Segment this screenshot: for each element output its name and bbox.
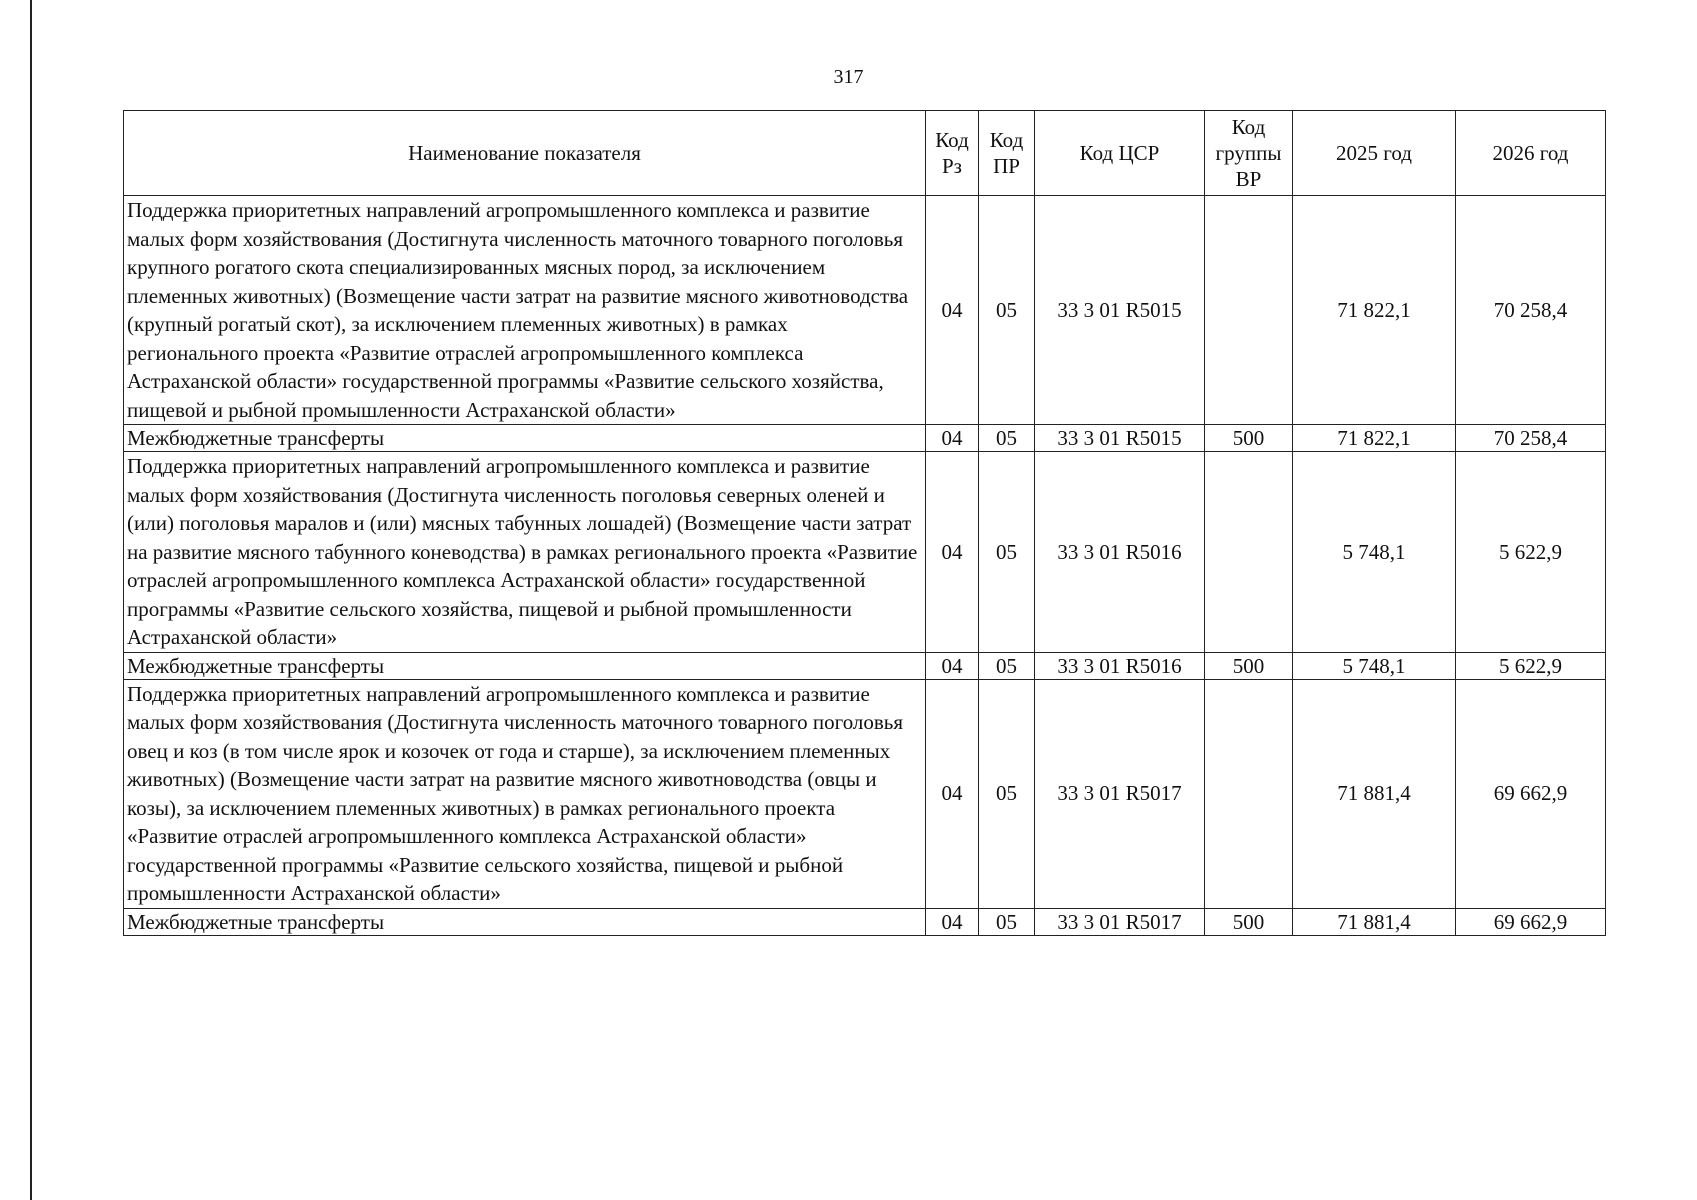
header-2025: 2025 год [1293, 111, 1456, 196]
row-name: Поддержка приоритетных направлений агропромышленного комплекса и развитие малых форм хозяйствования (Достигнута численность маточного товарного поголовья овец и коз (в том числе ярок и козочек от года и старше), за исключением племенных животных) (Возмещение части затрат на развитие мясного животноводства (овцы и козы), за исключением племенных животных) в рамках регионального проекта «Развитие отраслей агропромышленного комплекса Астраханской области» государственной программы «Развитие сельского хозяйства, пищевой и рыбной промышленности Астраханской области» [124, 679, 926, 908]
row-vr: 500 [1205, 425, 1293, 452]
row-vr [1205, 196, 1293, 425]
row-pr: 05 [979, 908, 1035, 935]
row-vr [1205, 679, 1293, 908]
row-2025: 71 822,1 [1293, 196, 1456, 425]
row-2026: 70 258,4 [1456, 425, 1606, 452]
row-2025: 5 748,1 [1293, 652, 1456, 679]
table-row [124, 425, 1606, 452]
row-pr: 05 [979, 679, 1035, 908]
binding-line [30, 0, 32, 1200]
header-pr: Код ПР [979, 111, 1035, 196]
row-2025: 71 822,1 [1293, 425, 1456, 452]
row-vr: 500 [1205, 652, 1293, 679]
row-vr: 500 [1205, 908, 1293, 935]
row-2026: 5 622,9 [1456, 452, 1606, 653]
row-csr: 33 3 01 R5016 [1035, 452, 1205, 653]
row-2026: 69 662,9 [1456, 679, 1606, 908]
row-csr: 33 3 01 R5015 [1035, 196, 1205, 425]
row-name: Межбюджетные трансферты [124, 908, 926, 935]
row-rz: 04 [926, 679, 979, 908]
row-csr: 33 3 01 R5016 [1035, 652, 1205, 679]
row-2025: 71 881,4 [1293, 908, 1456, 935]
row-pr: 05 [979, 652, 1035, 679]
row-2025: 5 748,1 [1293, 452, 1456, 653]
header-name: Наименование показателя [124, 111, 926, 196]
row-vr [1205, 452, 1293, 653]
row-2026: 70 258,4 [1456, 196, 1606, 425]
table-row [124, 452, 1606, 653]
row-name: Межбюджетные трансферты [124, 652, 926, 679]
header-csr: Код ЦСР [1035, 111, 1205, 196]
table-row [124, 679, 1606, 908]
header-2026: 2026 год [1456, 111, 1606, 196]
row-csr: 33 3 01 R5017 [1035, 679, 1205, 908]
table-row [124, 196, 1606, 425]
row-2026: 5 622,9 [1456, 652, 1606, 679]
row-name: Межбюджетные трансферты [124, 425, 926, 452]
table-row [124, 908, 1606, 935]
table-header-row [124, 111, 1606, 196]
row-rz: 04 [926, 908, 979, 935]
row-name: Поддержка приоритетных направлений агропромышленного комплекса и развитие малых форм хозяйствования (Достигнута численность поголовья северных оленей и (или) поголовья маралов и (или) мясных табунных лошадей) (Возмещение части затрат на развитие мясного табунного коневодства) в рамках регионального проекта «Развитие отраслей агропромышленного комплекса Астраханской области» государственной программы «Развитие сельского хозяйства, пищевой и рыбной промышленности Астраханской области» [124, 452, 926, 653]
row-rz: 04 [926, 425, 979, 452]
row-rz: 04 [926, 652, 979, 679]
row-name: Поддержка приоритетных направлений агропромышленного комплекса и развитие малых форм хозяйствования (Достигнута численность маточного товарного поголовья крупного рогатого скота специализированных мясных пород, за исключением племенных животных) (Возмещение части затрат на развитие мясного животноводства (крупный рогатый скот), за исключением племенных животных) в рамках регионального проекта «Развитие отраслей агропромышленного комплекса Астраханской области» государственной программы «Развитие сельского хозяйства, пищевой и рыбной промышленности Астраханской области» [124, 196, 926, 425]
row-csr: 33 3 01 R5015 [1035, 425, 1205, 452]
row-csr: 33 3 01 R5017 [1035, 908, 1205, 935]
row-pr: 05 [979, 196, 1035, 425]
table-row [124, 652, 1606, 679]
row-2025: 71 881,4 [1293, 679, 1456, 908]
header-vr: Код группы ВР [1205, 111, 1293, 196]
header-rz: Код Рз [926, 111, 979, 196]
row-pr: 05 [979, 425, 1035, 452]
row-rz: 04 [926, 452, 979, 653]
budget-table [123, 110, 1606, 936]
row-2026: 69 662,9 [1456, 908, 1606, 935]
page-number: 317 [833, 66, 864, 88]
row-rz: 04 [926, 196, 979, 425]
row-pr: 05 [979, 452, 1035, 653]
